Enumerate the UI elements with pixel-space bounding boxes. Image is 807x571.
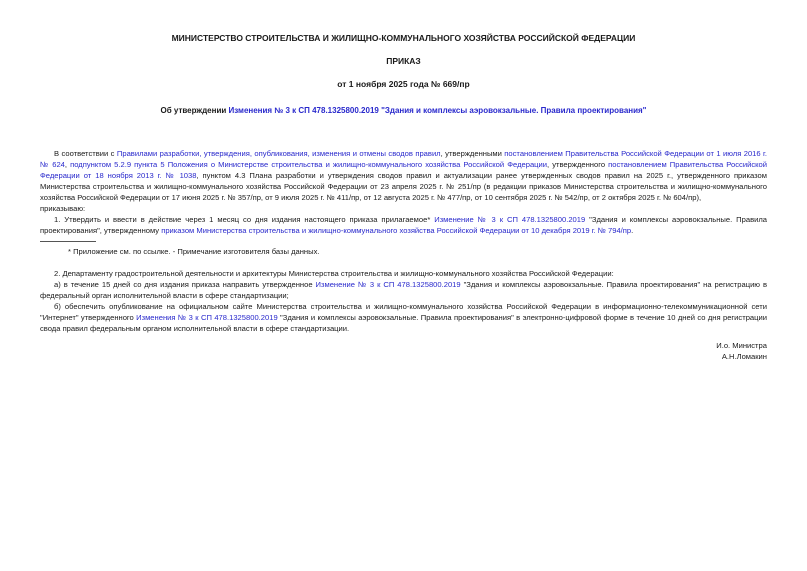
text-segment: 1. Утвердить и ввести в действие через 1 месяц со дня издания настоящего приказа прилагаемое* [54,215,435,224]
document-type: ПРИКАЗ [386,56,421,66]
link-amendment-3-sp-478[interactable]: Изменения № 3 к СП 478.1325800.2019 [136,313,278,322]
point-2-paragraph: 2. Департаменту градостроительной деятельности и архитектуры Министерства строительства и жилищно-коммунального хозяйства Российской Федерации: [54,269,614,278]
link-rules-of-development[interactable]: Правилами разработки, утверждения, опубликования, изменения и отмены сводов правил [116,149,441,158]
text-segment: "Здания и комплексы аэровокзальные. Правила проектирования" на регистрацию в федеральный орган исполнительной власти в сфере стандартизации; [40,280,767,300]
subject-prefix: Об утверждении [160,106,229,115]
text-segment: , [64,160,71,169]
link-ministry-regulation-clause[interactable]: подпунктом 5.2.9 пункта 5 Положения о Министерстве строительства и жилищно-коммунального хозяйства Российской Федерации [70,160,547,169]
link-amendment-3-sp-478[interactable]: Изменение № 3 к СП 478.1325800.2019 [315,280,461,289]
signatory-name: А.Н.Ломакин [721,352,767,361]
text-segment: В соответствии с [54,149,117,158]
text-segment: а) в течение 15 дней со дня издания приказа направить утвержденное [54,280,316,289]
text-segment: б) обеспечить опубликование на официальном сайте Министерства строительства и жилищно-коммунального хозяйства Российской Федерации в информационно-телекоммуникационной сети "Интернет" утвержденного [40,302,767,322]
footnote-text: * Приложение см. по ссылке. - Примечание изготовителя базы данных. [68,247,320,256]
resolution-word: приказываю: [40,204,86,213]
document-body [40,148,767,362]
link-government-resolution-624[interactable]: постановлением Правительства Российской Федерации от 1 июля 2016 г. № 624 [40,149,768,169]
text-segment: , утвержденного [547,160,609,169]
point-2a-paragraph [40,279,767,301]
document-subject [40,106,767,116]
text-segment: , пунктом 4.3 Плана разработки и утверждения сводов правил и актуализации ранее утвержденных сводов правил на 2025 г., утвержденного приказом Министерства строительства и жилищно-коммунального хозяйства Российской Федерации от 23 апреля 2025 г. № 251/пр (в редакции приказов Министерства строительства и жилищно-коммунального хозяйства Российской Федерации от 17 июня 2025 г. № 357/пр, от 9 июля 2025 г. № 411/пр, от 12 августа 2025 г. № 477/пр, от 10 сентября 2025 г. № 542/пр, от 2 октября 2025 г. № 604/пр), [40,171,767,202]
footnote-separator [40,241,96,242]
link-amendment-3-sp-478[interactable]: Изменение № 3 к СП 478.1325800.2019 [434,215,586,224]
point-1-paragraph [40,214,767,236]
text-segment: "Здания и комплексы аэровокзальные. Правила проектирования", утвержденному [40,215,767,235]
text-segment: "Здания и комплексы аэровокзальные. Правила проектирования" в электронно-цифровой форме в течение 10 дней со дня регистрации свода правил федеральным органом исполнительной власти в сфере стандартизации. [40,313,767,333]
link-government-resolution-1038[interactable]: постановлением Правительства Российской Федерации от 18 ноября 2013 г. № 1038 [40,160,767,180]
text-segment: . [631,226,634,235]
subject-link-sp-478[interactable]: Изменения № 3 к СП 478.1325800.2019 "Здания и комплексы аэровокзальные. Правила проектирования" [228,106,647,115]
link-ministry-order-794[interactable]: приказом Министерства строительства и жилищно-коммунального хозяйства Российской Федерации от 10 декабря 2019 г. № 794/пр [161,226,632,235]
text-segment: , утвержденными [440,149,505,158]
point-2b-paragraph [40,301,767,334]
signature-block [40,340,767,362]
preamble-paragraph [40,148,767,203]
signatory-position: И.о. Министра [716,341,767,350]
document-date-number: от 1 ноября 2025 года № 669/пр [337,79,470,89]
ministry-name: МИНИСТЕРСТВО СТРОИТЕЛЬСТВА И ЖИЛИЩНО-КОММУНАЛЬНОГО ХОЗЯЙСТВА РОССИЙСКОЙ ФЕДЕРАЦИИ [171,33,636,43]
